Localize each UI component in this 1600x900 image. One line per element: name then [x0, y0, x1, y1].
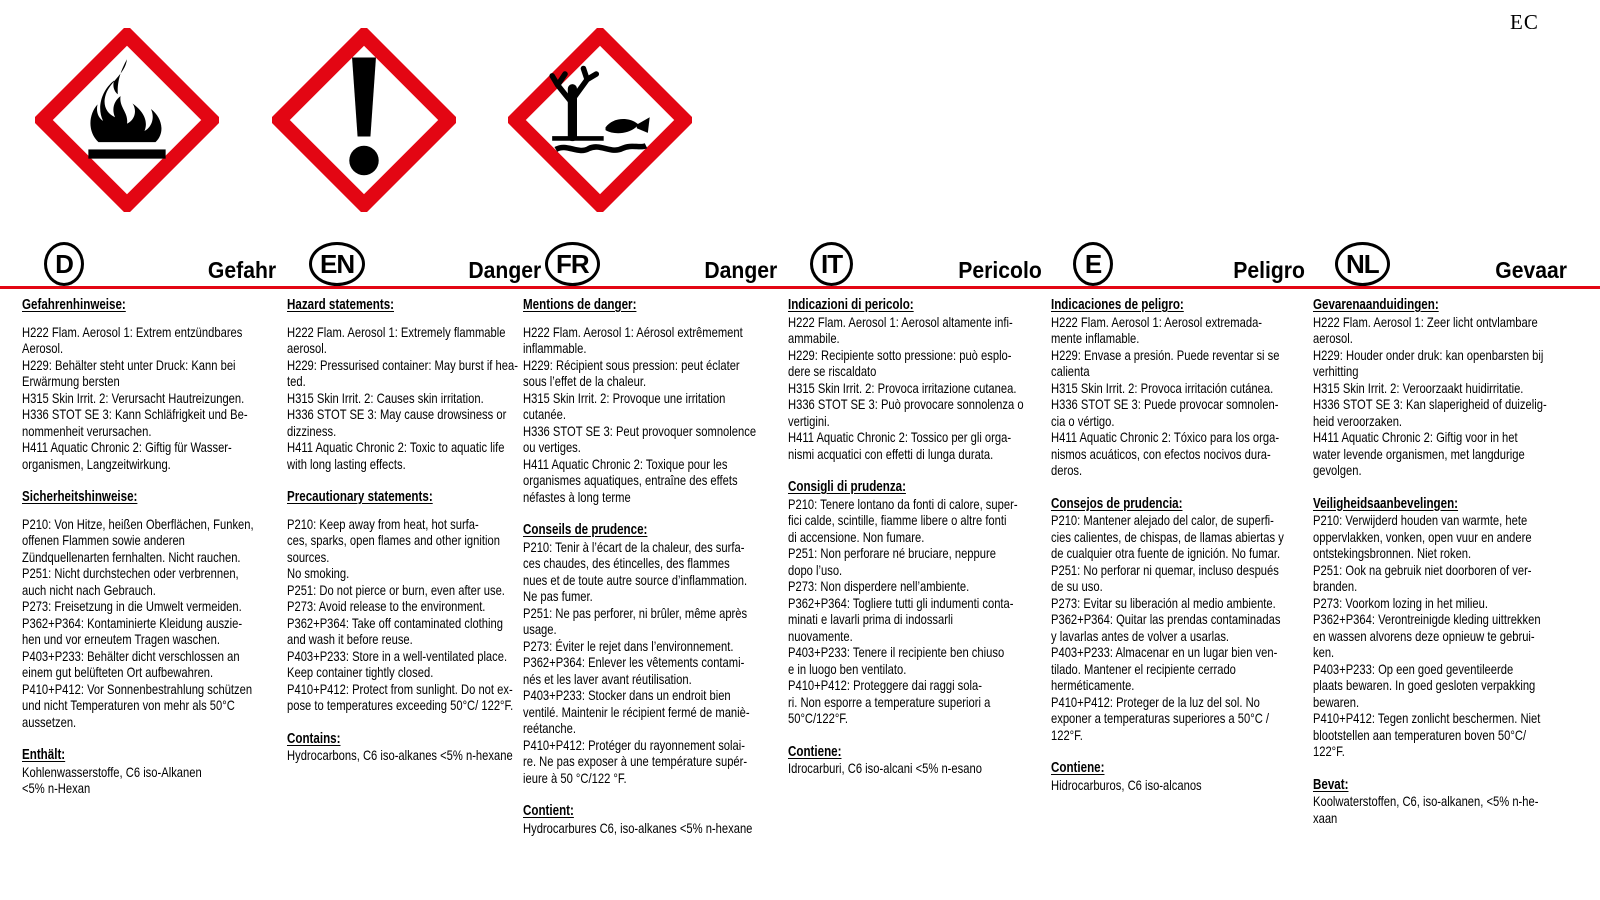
section-heading: Veiligheidsaanbevelingen: — [1313, 495, 1459, 512]
statement-line: herméticamente. — [1051, 677, 1135, 693]
statement-line: P403+P233: Tenere il recipiente ben chiuso — [788, 644, 1005, 660]
statement-section — [523, 522, 814, 786]
statement-line: H222 Flam. Aerosol 1: Zeer licht ontvlambare — [1313, 313, 1538, 330]
statement-line: Kohlenwasserstoffe, C6 iso-Alkanen — [22, 763, 202, 780]
statement-line: P251: Non perforare né bruciare, neppure — [788, 545, 996, 561]
statement-line: H229: Envase a presión. Puede reventar si se — [1051, 346, 1280, 363]
language-badge-cell-nl — [1313, 230, 1567, 286]
statement-line: en wassen alvorens deze opnieuw te gebrui- — [1313, 627, 1535, 644]
section-heading: Sicherheitshinweise: — [22, 489, 138, 505]
statement-section — [523, 803, 814, 836]
statement-line: water levende organismen, met langdurige — [1313, 445, 1525, 462]
statement-section — [788, 744, 1082, 777]
signal-word: Danger — [704, 257, 777, 283]
statement-line: aussetzen. — [22, 713, 77, 730]
statement-line: H222 Flam. Aerosol 1: Extrem entzündbares — [22, 323, 243, 340]
statement-line: H336 STOT SE 3: Puede provocar somnolen- — [1051, 396, 1279, 412]
language-code-badge: D — [44, 242, 84, 286]
statement-line: de cualquier otra fuente de ignición. No fumar. — [1051, 545, 1281, 561]
statement-line: usage. — [523, 621, 557, 637]
statement-section — [1051, 760, 1342, 793]
statement-line: H411 Aquatic Chronic 2: Toxique pour les — [523, 455, 728, 472]
statement-line: H315 Skin Irrit. 2: Provoca irritación cutánea. — [1051, 379, 1274, 396]
statement-line: P410+P412: Proteggere dai raggi sola- — [788, 677, 982, 693]
language-badge-cell-it — [788, 230, 1042, 286]
language-code-badge: IT — [810, 242, 853, 286]
section-heading: Hazard statements: — [287, 297, 395, 313]
statement-line: nismi acquatici con effetti di lunga durata. — [788, 445, 994, 462]
statement-line: P362+P364: Togliere tutti gli indumenti conta- — [788, 594, 1014, 611]
statement-line: cutanée. — [523, 406, 566, 422]
section-heading: Contains: — [287, 730, 341, 747]
statement-line: P403+P233: Almacenar en un lugar bien ven- — [1051, 644, 1278, 660]
statement-line: bewaren. — [1313, 693, 1360, 710]
statement-line: P403+P233: Behälter dicht verschlossen an — [22, 647, 240, 664]
language-column-e — [1051, 297, 1342, 793]
statement-line: Hydrocarbons, C6 iso-alkanes <5% n-hexane — [287, 747, 513, 763]
section-heading: Contient: — [523, 803, 574, 819]
statement-line: P251: Ne pas perforer, ni brûler, même après — [523, 604, 748, 621]
red-diamond-frame — [515, 35, 684, 204]
statement-line: Koolwaterstoffen, C6, iso-alkanen, <5% n-he- — [1313, 793, 1539, 809]
statement-line: Hidrocarburos, C6 iso-alcanos — [1051, 776, 1202, 793]
statement-line: P273: Evitar su liberación al medio ambiente. — [1051, 594, 1276, 611]
statement-line: reétanche. — [523, 720, 576, 736]
section-heading: Contiene: — [788, 743, 842, 760]
statement-line: 122°F. — [1313, 743, 1345, 759]
language-column-d — [22, 297, 312, 797]
statement-line: Keep container tightly closed. — [287, 664, 434, 680]
language-code-badge: EN — [309, 242, 365, 286]
statement-line: P273: Freisetzung in die Umwelt vermeiden. — [22, 598, 242, 614]
statement-line: re. Ne pas exposer à une température supér- — [523, 753, 748, 769]
statement-line: P210: Tenere lontano da fonti di calore, super- — [788, 495, 1018, 512]
statement-line: branden. — [1313, 578, 1358, 594]
statement-line: ces chaudes, des étincelles, des flammes — [523, 555, 730, 571]
statement-line: and wash it before reuse. — [287, 631, 413, 647]
language-badge-row — [0, 230, 1600, 286]
statement-line: mente inflamable. — [1051, 330, 1140, 346]
language-code-badge: FR — [545, 242, 600, 286]
statement-line: ken. — [1313, 644, 1335, 660]
section-heading: Contiene: — [1051, 760, 1105, 776]
statement-line: P362+P364: Enlever les vêtements contami- — [523, 654, 745, 670]
statement-line: dopo l’uso. — [788, 561, 843, 578]
statement-line: hen und vor erneutem Tragen waschen. — [22, 631, 220, 647]
statement-line: H315 Skin Irrit. 2: Veroorzaakt huidirritatie. — [1313, 379, 1524, 396]
statement-line: cia o vértigo. — [1051, 412, 1115, 429]
statement-line: néfastes à long terme — [523, 488, 631, 505]
statement-line: sources. — [287, 548, 330, 565]
statement-line: P403+P233: Stocker dans un endroit bien — [523, 687, 731, 703]
statement-line: Zündquellenarten fernhalten. Nicht rauchen. — [22, 548, 241, 565]
statement-line: Aerosol. — [22, 340, 64, 356]
ghs-exclamation-pictogram — [272, 28, 456, 212]
statement-line: H229: Pressurised container: May burst if hea- — [287, 356, 518, 373]
section-heading: Consigli di prudenza: — [788, 479, 906, 495]
statement-line: H336 STOT SE 3: Può provocare sonnolenza o — [788, 396, 1024, 412]
statement-line: H411 Aquatic Chronic 2: Toxic to aquatic life — [287, 439, 505, 455]
signal-word: Danger — [468, 257, 541, 283]
statement-line: H222 Flam. Aerosol 1: Aérosol extrêmement — [523, 323, 743, 340]
statement-section — [22, 297, 312, 472]
statement-line: ou vertiges. — [523, 439, 581, 455]
statement-line: minati e lavarli prima di indossarli — [788, 611, 953, 627]
section-heading: Consejos de prudencia: — [1051, 495, 1183, 512]
section-heading: Indicazioni di pericolo: — [788, 297, 914, 313]
statement-line: P273: Non disperdere nell’ambiente. — [788, 578, 970, 594]
statement-line: P410+P412: Protéger du rayonnement solai- — [523, 736, 745, 753]
language-column-it — [788, 297, 1082, 777]
language-column-nl — [1313, 297, 1600, 826]
statement-line: auch nicht nach Gebrauch. — [22, 581, 156, 598]
statement-line: Hydrocarbures C6, iso-alkanes <5% n-hexane — [523, 819, 753, 836]
statement-line: P251: Do not pierce or burn, even after use. — [287, 581, 505, 598]
language-code-badge: E — [1073, 242, 1113, 286]
statement-line: nues et de toute autre source d’inflammation. — [523, 571, 748, 588]
section-heading: Conseils de prudence: — [523, 522, 648, 538]
statement-line: organismen, Langzeitwirkung. — [22, 455, 171, 472]
signal-word: Peligro — [1233, 257, 1305, 283]
statement-line: xaan — [1313, 809, 1338, 826]
statement-line: dere se riscaldato — [788, 363, 877, 379]
statement-line: nismos acuáticos, con efectos nocivos dura- — [1051, 445, 1271, 462]
statement-columns — [0, 297, 1600, 900]
statement-line: e in luogo ben ventilato. — [788, 660, 907, 677]
language-badge-cell-d — [22, 230, 276, 286]
statement-line: offenen Flammen sowie anderen — [22, 532, 185, 548]
signal-word: Gefahr — [207, 257, 276, 283]
statement-line: y lavarlas antes de volver a usarlas. — [1051, 627, 1230, 644]
statement-line: H229: Récipient sous pression: peut éclater — [523, 356, 740, 373]
statement-line: verhitting — [1313, 363, 1359, 379]
statement-line: sous l’effet de la chaleur. — [523, 373, 647, 389]
language-column-fr — [523, 297, 814, 836]
statement-line: P210: Tenir à l’écart de la chaleur, des surfa- — [523, 538, 745, 555]
statement-line: P362+P364: Verontreinigde kleding uittrekken — [1313, 611, 1541, 627]
statement-line: di accensione. Non fumare. — [788, 528, 925, 545]
statement-line: P410+P412: Protect from sunlight. Do not ex- — [287, 680, 513, 697]
statement-line: ces, sparks, open flames and other ignition — [287, 532, 500, 548]
statement-line: inflammable. — [523, 340, 587, 356]
statement-line: with long lasting effects. — [287, 455, 406, 472]
statement-line: deros. — [1051, 462, 1083, 478]
ec-mark: EC — [1510, 10, 1539, 34]
statement-line: Ne pas fumer. — [523, 588, 593, 604]
language-badge-cell-fr — [523, 230, 777, 286]
statement-line: blootstellen aan temperaturen boven 50°C/ — [1313, 726, 1527, 743]
statement-line: H229: Houder onder druk: kan openbarsten bij — [1313, 346, 1544, 363]
statement-line: gevolgen. — [1313, 462, 1362, 478]
statement-line: aerosol. — [287, 340, 327, 356]
statement-line: einem gut belüfteten Ort aufbewahren. — [22, 664, 214, 680]
statement-line: H411 Aquatic Chronic 2: Tóxico para los orga- — [1051, 429, 1280, 445]
statement-line: heid veroorzaken. — [1313, 412, 1403, 429]
statement-section — [1313, 297, 1600, 479]
statement-section — [1051, 297, 1342, 479]
statement-line: H229: Behälter steht unter Druck: Kann bei — [22, 356, 236, 373]
statement-line: H222 Flam. Aerosol 1: Extremely flammable — [287, 323, 506, 340]
statement-line: pose to temperatures exceeding 50°C/ 122°F. — [287, 697, 514, 713]
statement-line: H315 Skin Irrit. 2: Provoque une irritation — [523, 389, 726, 406]
statement-line: de su uso. — [1051, 578, 1103, 594]
statement-line: cies calientes, de chispas, de llamas abiertas y — [1051, 528, 1284, 545]
language-badge-cell-e — [1051, 230, 1305, 286]
statement-line: P210: Keep away from heat, hot surfa- — [287, 515, 479, 532]
statement-line: P273: Éviter le rejet dans l’environnement. — [523, 637, 734, 654]
statement-line: P251: Ook na gebruik niet doorboren of ver- — [1313, 561, 1532, 578]
statement-section — [788, 297, 1082, 462]
statement-section — [22, 489, 312, 730]
ghs-flammable-pictogram — [35, 28, 219, 212]
statement-line: vertigini. — [788, 412, 830, 429]
statement-section — [1051, 496, 1342, 744]
ghs-environment-pictogram — [508, 28, 692, 212]
statement-section — [788, 479, 1082, 727]
language-code-badge: NL — [1335, 242, 1390, 286]
statement-line: H336 STOT SE 3: May cause drowsiness or — [287, 406, 507, 422]
statement-line: P362+P364: Kontaminierte Kleidung auszie- — [22, 614, 243, 631]
statement-line: exponer a temperaturas superiores a 50°C / — [1051, 710, 1270, 726]
section-heading: Bevat: — [1313, 776, 1349, 793]
statement-line: ammabile. — [788, 330, 840, 346]
section-heading: Indicaciones de peligro: — [1051, 297, 1184, 313]
statement-line: P410+P412: Tegen zonlicht beschermen. Niet — [1313, 710, 1541, 726]
statement-line: P273: Avoid release to the environment. — [287, 598, 486, 614]
statement-line: P273: Voorkom lozing in het milieu. — [1313, 594, 1488, 611]
statement-line: H411 Aquatic Chronic 2: Giftig voor in het — [1313, 429, 1518, 445]
statement-line: H222 Flam. Aerosol 1: Aerosol extremada- — [1051, 313, 1263, 330]
statement-line: nés et les laver avant réutilisation. — [523, 670, 692, 687]
statement-line: H229: Recipiente sotto pressione: può esplo- — [788, 346, 1012, 363]
statement-line: P403+P233: Op een goed geventileerde — [1313, 660, 1514, 677]
statement-line: P210: Mantener alejado del calor, de superfi- — [1051, 512, 1274, 528]
statement-line: P362+P364: Quitar las prendas contaminadas — [1051, 611, 1281, 627]
statement-line: P210: Verwijderd houden van warmte, hete — [1313, 512, 1528, 528]
statement-section — [22, 747, 312, 797]
statement-line: H336 STOT SE 3: Peut provoquer somnolence — [523, 422, 757, 439]
statement-line: fici calde, scintille, fiamme libere o altre fonti — [788, 512, 1007, 528]
statement-line: 122°F. — [1051, 726, 1083, 743]
statement-line: No smoking. — [287, 565, 350, 581]
language-badge-cell-en — [287, 230, 541, 286]
statement-line: H222 Flam. Aerosol 1: Aerosol altamente infi- — [788, 313, 1013, 330]
statement-line: und nicht Temperaturen von mehr als 50°C — [22, 697, 235, 713]
statement-line: ri. Non esporre a temperature superiori a — [788, 693, 991, 710]
statement-line: Idrocarburi, C6 iso-alcani <5% n-esano — [788, 760, 982, 776]
statement-line: ventilé. Maintenir le récipient fermé de maniè- — [523, 703, 750, 720]
statement-line: H315 Skin Irrit. 2: Verursacht Hautreizungen. — [22, 389, 245, 406]
statement-line: H315 Skin Irrit. 2: Provoca irritazione cutanea. — [788, 379, 1017, 396]
statement-line: nommenheit verursachen. — [22, 422, 152, 439]
signal-word: Pericolo — [958, 257, 1042, 283]
section-heading: Mentions de danger: — [523, 297, 637, 313]
statement-line: ieure à 50 °C/122 °F. — [523, 769, 627, 786]
section-heading: Gefahrenhinweise: — [22, 297, 126, 313]
statement-line: P251: Nicht durchstechen oder verbrennen, — [22, 565, 239, 581]
statement-line: P403+P233: Store in a well-ventilated place. — [287, 647, 508, 664]
section-heading: Enthält: — [22, 747, 66, 763]
statement-line: H411 Aquatic Chronic 2: Tossico per gli orga- — [788, 429, 1012, 445]
statement-line: P210: Von Hitze, heißen Oberflächen, Funken, — [22, 515, 254, 532]
signal-word: Gevaar — [1495, 257, 1567, 283]
statement-line: H336 STOT SE 3: Kann Schläfrigkeit und Be- — [22, 406, 248, 422]
statement-line: <5% n-Hexan — [22, 780, 91, 796]
statement-line: 50°C/122°F. — [788, 710, 849, 726]
statement-line: ontstekingsbronnen. Niet roken. — [1313, 545, 1472, 561]
statement-line: P410+P412: Proteger de la luz del sol. No — [1051, 693, 1260, 710]
section-heading: Gevarenaanduidingen: — [1313, 297, 1439, 313]
statement-line: nuovamente. — [788, 627, 853, 644]
statement-line: ted. — [287, 373, 306, 389]
statement-section — [523, 297, 814, 505]
statement-line: P362+P364: Take off contaminated clothing — [287, 614, 503, 631]
statement-section — [1313, 496, 1600, 760]
red-divider-line — [0, 286, 1600, 289]
statement-line: dizziness. — [287, 422, 337, 439]
statement-line: plaats bewaren. In goed gesloten verpakking — [1313, 677, 1536, 693]
statement-line: oppervlakken, vonken, open vuur en andere — [1313, 528, 1532, 545]
statement-line: Erwärmung bersten — [22, 373, 120, 389]
statement-line: aerosol. — [1313, 330, 1353, 346]
statement-line: organismes aquatiques, entraîne des effets — [523, 472, 738, 488]
statement-line: H411 Aquatic Chronic 2: Giftig für Wasser- — [22, 439, 232, 455]
statement-line: P251: No perforar ni quemar, incluso después — [1051, 561, 1279, 578]
statement-line: H336 STOT SE 3: Kan slaperigheid of duizelig- — [1313, 396, 1547, 412]
statement-line: H315 Skin Irrit. 2: Causes skin irritation. — [287, 389, 484, 406]
section-heading: Precautionary statements: — [287, 489, 433, 505]
statement-line: tilado. Mantener el recipiente cerrado — [1051, 660, 1236, 677]
statement-line: P410+P412: Vor Sonnenbestrahlung schützen — [22, 680, 253, 697]
statement-section — [1313, 777, 1600, 827]
statement-line: calienta — [1051, 363, 1090, 379]
